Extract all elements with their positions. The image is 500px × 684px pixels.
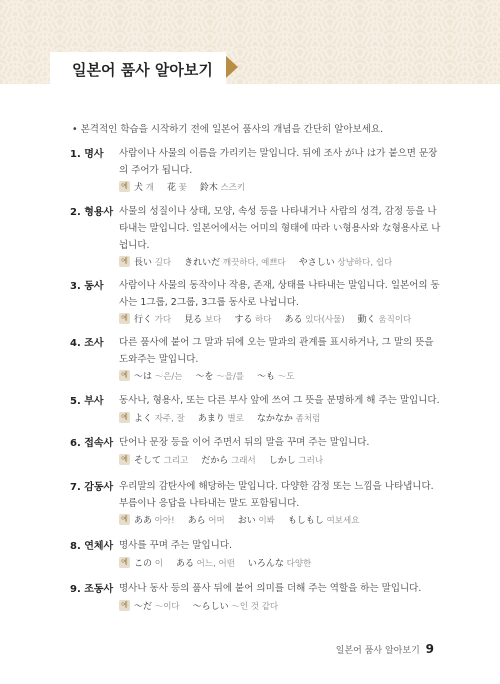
example-item: 犬 개: [134, 183, 154, 193]
example-row: [119, 411, 329, 424]
entry-description: 사람이나 사물의 동작이나 작용, 존재, 상태를 나타내는 말입니다. 일본어의 동사는 1그룹, 2그룹, 3그룹 동사로 나뉩니다.: [119, 280, 440, 308]
example-item: あまり 별로: [197, 414, 244, 424]
example-item: 長い 길다: [134, 258, 172, 268]
example-item: この 이: [134, 559, 163, 569]
example-badge: 예: [119, 412, 130, 423]
page-title: 일본어 품사 알아보기: [72, 61, 213, 79]
entry-label: 2. 형용사: [70, 207, 114, 218]
example-item: あら 어머: [187, 516, 225, 526]
example-row: [119, 513, 368, 526]
example-row: [119, 599, 287, 612]
example-row: [119, 255, 401, 268]
example-row: [119, 369, 303, 382]
example-badge: 예: [119, 370, 130, 381]
example-item: 花 꽃: [166, 183, 187, 193]
example-item: そして 그리고: [134, 456, 189, 466]
example-item: よく 자주, 잘: [134, 414, 185, 424]
entry-label: 7. 감동사: [70, 482, 114, 493]
title-triangle-decoration: [226, 56, 238, 78]
example-item: ある 어느, 어떤: [175, 559, 235, 569]
example-badge: 예: [119, 256, 130, 267]
example-row: [119, 453, 332, 466]
entry-description: 우리말의 감탄사에 해당하는 말입니다. 다양한 감정 또는 느낌을 나타냅니다. 부름이나 응답을 나타내는 말도 포함됩니다.: [119, 481, 434, 509]
example-item: ある 있다(사물): [284, 315, 345, 325]
example-item: 〜は 〜은/는: [134, 372, 183, 382]
entry-description: 동사나, 형용사, 또는 다른 부사 앞에 쓰여 그 뜻을 분명하게 해 주는 말입니다.: [119, 395, 440, 406]
entry-description: 사람이나 사물의 이름을 가리키는 말입니다. 뒤에 조사 が나 は가 붙으면 문장의 주어가 됩니다.: [119, 148, 438, 176]
example-item: おい 이봐: [237, 516, 275, 526]
example-item: やさしい 상냥하다, 쉽다: [298, 258, 393, 268]
entry-label: 8. 연체사: [70, 541, 114, 552]
example-item: だから 그래서: [201, 456, 256, 466]
example-badge: 예: [119, 514, 130, 525]
example-item: する 하다: [234, 315, 272, 325]
example-item: 〜も 〜도: [257, 372, 295, 382]
example-item: 行く 가다: [134, 315, 172, 325]
example-item: 〜を 〜을/를: [195, 372, 245, 382]
entry-label: 4. 조사: [70, 338, 104, 349]
page-number: 9: [425, 642, 434, 656]
example-badge: 예: [119, 313, 130, 324]
entry-description: 명사를 꾸며 주는 말입니다.: [119, 540, 233, 551]
entry-description: 명사나 동사 등의 품사 뒤에 붙어 의미를 더해 주는 역할을 하는 말입니다.: [119, 583, 422, 594]
example-row: [119, 180, 254, 193]
example-item: きれいだ 깨끗하다, 예쁘다: [184, 258, 286, 268]
example-row: [119, 312, 420, 325]
entry-label: 5. 부사: [70, 396, 104, 407]
example-item: 動く 움직이다: [357, 315, 412, 325]
example-item: ああ 아아!: [134, 516, 175, 526]
example-item: 見る 보다: [184, 315, 222, 325]
example-item: いろんな 다양한: [247, 559, 312, 569]
example-badge: 예: [119, 600, 130, 611]
entry-description: 다른 품사에 붙어 그 말과 뒤에 오는 말과의 관계를 표시하거나, 그 말의 뜻을 도와주는 말입니다.: [119, 337, 434, 365]
entry-label: 3. 동사: [70, 281, 104, 292]
example-item: 鈴木 스즈키: [199, 183, 246, 193]
footer-text: 일본어 품사 알아보기: [335, 646, 420, 656]
example-item: 〜だ 〜이다: [134, 602, 180, 612]
entry-label: 9. 조동사: [70, 584, 114, 595]
entry-label: 1. 명사: [70, 149, 104, 160]
entry-description: 단어나 문장 등을 이어 주면서 뒤의 말을 꾸며 주는 말입니다.: [119, 437, 370, 448]
example-item: もしもし 여보세요: [287, 516, 360, 526]
example-row: [119, 556, 320, 569]
example-badge: 예: [119, 557, 130, 568]
page-footer: [336, 642, 434, 656]
entry-label: 6. 접속사: [70, 438, 114, 449]
example-item: 〜らしい 〜인 것 같다: [192, 602, 279, 612]
example-badge: 예: [119, 181, 130, 192]
entry-description: 사물의 성질이나 상태, 모양, 속성 등을 나타내거나 사람의 성격, 감정 등을 나타내는 말입니다. 일본어에서는 어미의 형태에 따라 い형용사와 な형용사로 나뉩니다.: [119, 206, 441, 251]
intro-text: • 본격적인 학습을 시작하기 전에 일본어 품사의 개념을 간단히 알아보세요.: [72, 124, 384, 135]
example-item: なかなか 좀처럼: [256, 414, 321, 424]
example-badge: 예: [119, 454, 130, 465]
example-item: しかし 그러나: [268, 456, 324, 466]
